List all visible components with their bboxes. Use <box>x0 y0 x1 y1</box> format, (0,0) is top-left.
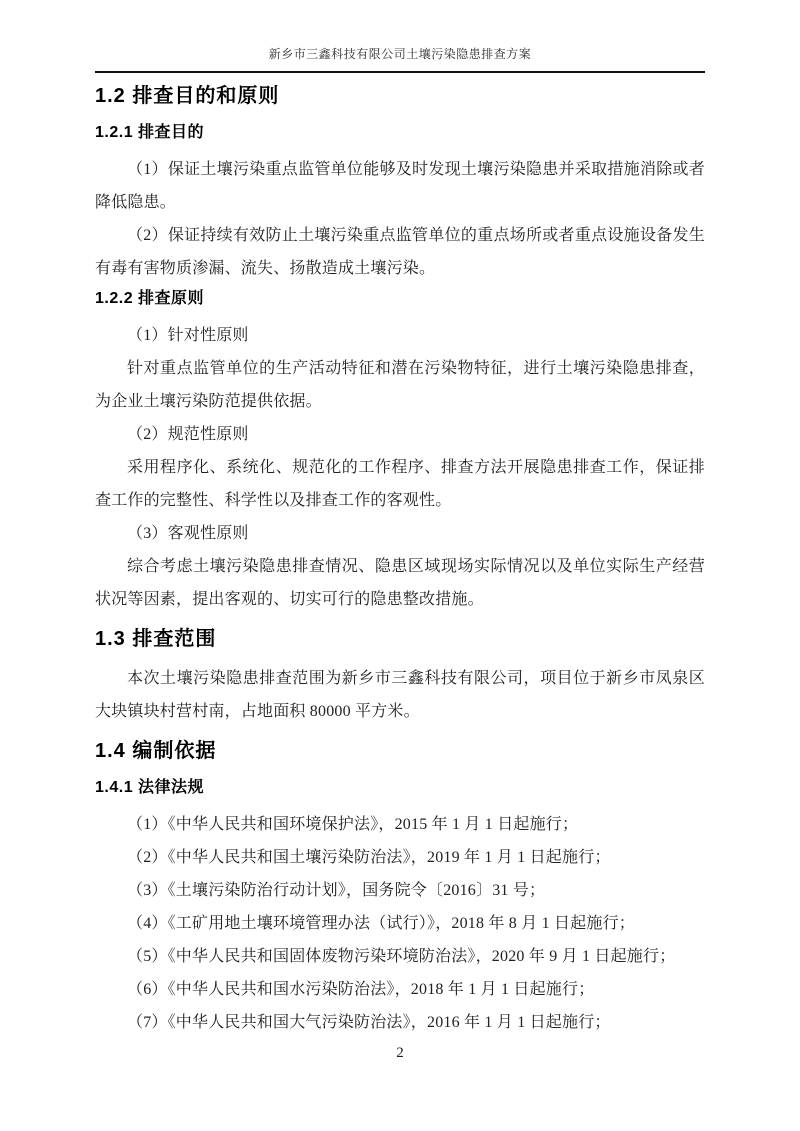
paragraph-principle-3-title: （3）客观性原则 <box>127 525 249 542</box>
paragraph-principle-3-body: 综合考虑土壤污染隐患排查情况、隐患区域现场实际情况以及单位实际生产经营状况等因素，提出客观的、切实可行的隐患整改措施。 <box>95 558 705 608</box>
legal-reference-item-6: （6）《中华人民共和国水污染防治法》，2018 年 1 月 1 日起施行； <box>127 981 595 998</box>
header-title: 新乡市三鑫科技有限公司土壤污染隐患排查方案 <box>268 47 532 61</box>
paragraph-principle-2-title: （2）规范性原则 <box>127 426 249 443</box>
page-header <box>95 46 705 73</box>
page-number: 2 <box>396 1045 404 1061</box>
legal-reference-item-7: （7）《中华人民共和国大气污染防治法》，2016 年 1 月 1 日起施行； <box>127 1014 611 1031</box>
legal-reference-item-5: （5）《中华人民共和国固体废物污染环境防治法》，2020 年 9 月 1 日起施行； <box>127 948 676 965</box>
document-body <box>95 81 705 1039</box>
legal-reference-item-2: （2）《中华人民共和国土壤污染防治法》，2019 年 1 月 1 日起施行； <box>127 849 611 866</box>
subsection-heading-1-4-1: 1.4.1 法律法规 <box>95 779 205 796</box>
page-footer <box>0 1042 800 1064</box>
subsection-heading-1-2-2: 1.2.2 排查原则 <box>95 290 205 307</box>
paragraph-principle-2-body: 采用程序化、系统化、规范化的工作程序、排查方法开展隐患排查工作，保证排查工作的完整性、科学性以及排查工作的客观性。 <box>95 459 705 509</box>
paragraph-principle-1-title: （1）针对性原则 <box>127 327 249 344</box>
paragraph-purpose-1: （1）保证土壤污染重点监管单位能够及时发现土壤污染隐患并采取措施消除或者降低隐患。 <box>95 161 705 211</box>
legal-reference-item-4: （4）《工矿用地土壤环境管理办法（试行）》，2018 年 8 月 1 日起施行； <box>127 915 636 932</box>
section-heading-1-2: 1.2 排查目的和原则 <box>95 85 280 107</box>
legal-reference-item-3: （3）《土壤污染防治行动计划》，国务院令〔2016〕31 号； <box>127 882 546 899</box>
paragraph-scope: 本次土壤污染隐患排查范围为新乡市三鑫科技有限公司，项目位于新乡市凤泉区大块镇块村营村南，占地面积 80000 平方米。 <box>95 670 705 720</box>
legal-reference-item-1: （1）《中华人民共和国环境保护法》，2015 年 1 月 1 日起施行； <box>127 816 579 833</box>
subsection-heading-1-2-1: 1.2.1 排查目的 <box>95 124 205 141</box>
section-heading-1-3: 1.3 排查范围 <box>95 628 217 650</box>
section-heading-1-4: 1.4 编制依据 <box>95 740 217 762</box>
paragraph-principle-1-body: 针对重点监管单位的生产活动特征和潜在污染物特征，进行土壤污染隐患排查，为企业土壤污染防范提供依据。 <box>95 360 705 410</box>
paragraph-purpose-2: （2）保证持续有效防止土壤污染重点监管单位的重点场所或者重点设施设备发生有毒有害物质渗漏、流失、扬散造成土壤污染。 <box>95 227 705 277</box>
